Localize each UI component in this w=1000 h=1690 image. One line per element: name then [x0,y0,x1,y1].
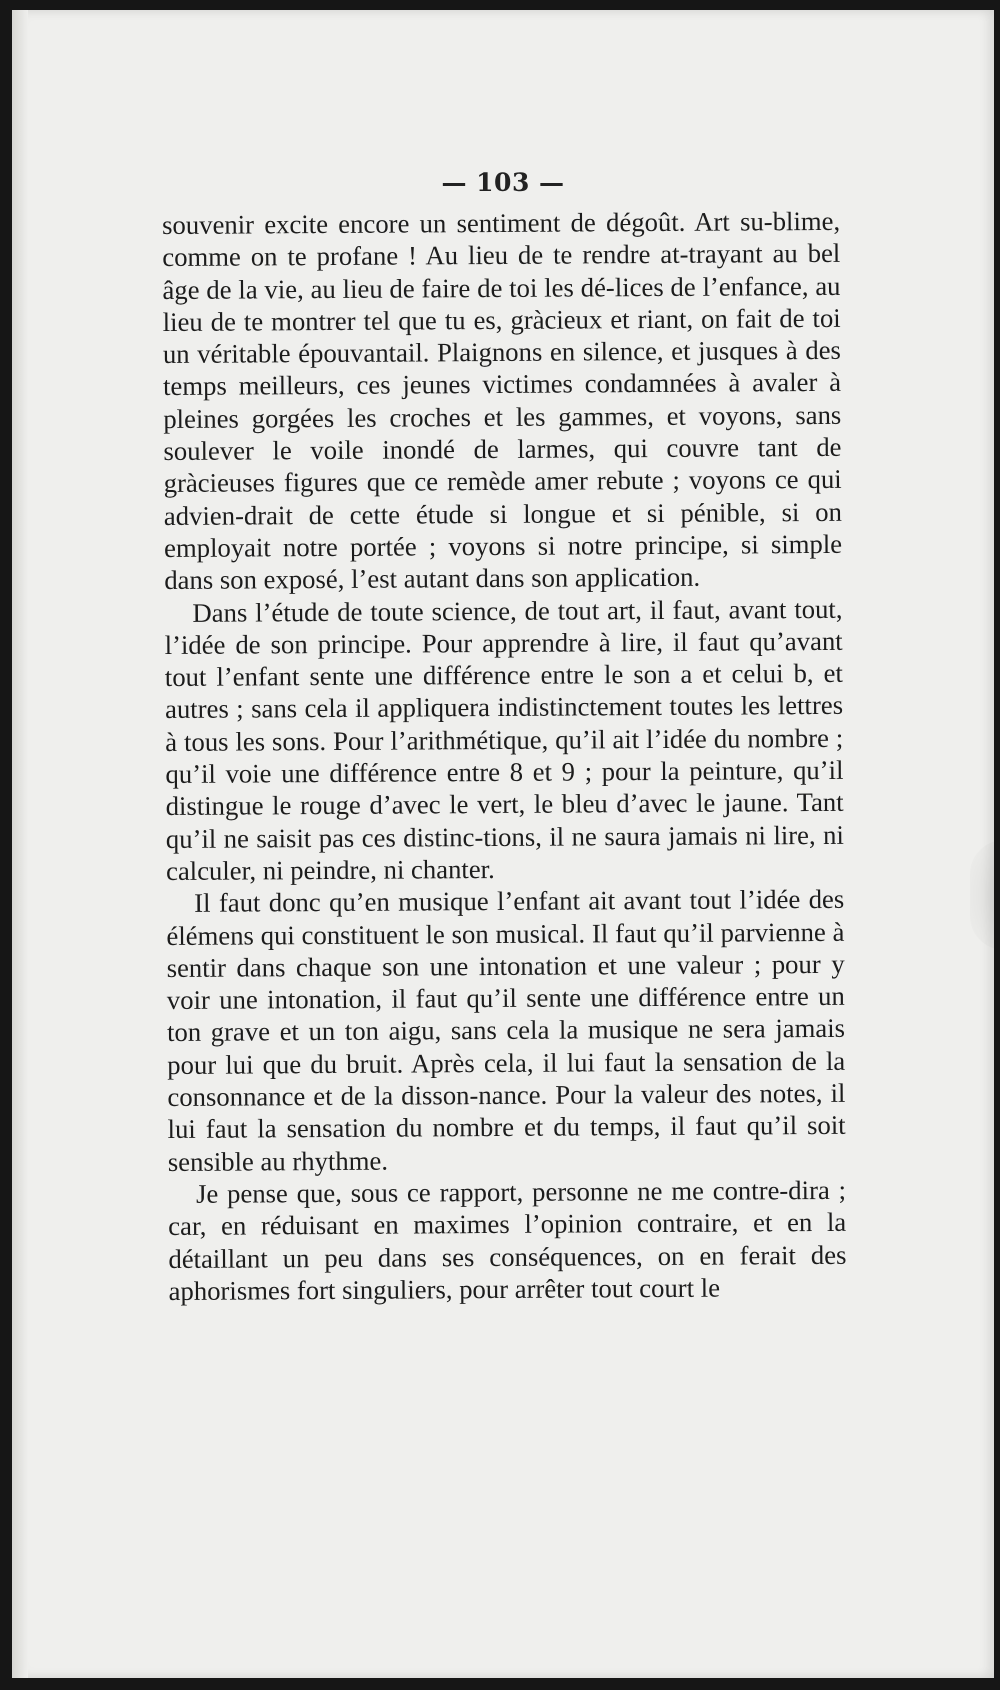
page-gutter-shadow [12,10,28,1678]
page-edge-mark [970,840,994,950]
page-number: — 103 — [441,168,565,197]
paragraph-3: Il faut donc qu’en musique l’enfant ait avant tout l’idée des élémens qui constituent le son musical. Il faut qu’il parvienne à sentir dans chaque son une intonation et une valeur ; pour y voir une intonation, il faut qu’il sente une différence entre un ton grave et un ton aigu, sans cela la musique ne sera jamais pour lui que du bruit. Après cela, il lui faut la sensation de la consonnance et de la disson-nance. Pour la valeur des notes, il lui faut la sensation du nombre et du temps, il faut qu’il soit sensible au rhythme. [166,884,846,1177]
paragraph-4: Je pense que, sous ce rapport, personne ne me contre-dira ; car, en réduisant en maximes l’opinion contraire, et en la détaillant un peu dans ses conséquences, on en ferait des aphorismes fort singuliers, pour arrêter tout court le [168,1174,847,1306]
paragraph-2: Dans l’étude de toute science, de tout art, il faut, avant tout, l’idée de son principe. Pour apprendre à lire, il faut qu’avant tout l’enfant sente une différence entre le son a et celui b, et autres ; sans cela il appliquera indistinctement toutes les lettres à tous les sons. Pour l’arithmétique, qu’il ait l’idée du nombre ; qu’il voie une différence entre 8 et 9 ; pour la peinture, qu’il distingue le rouge d’avec le vert, le bleu d’avec le jaune. Tant qu’il ne saisit pas ces distinc-tions, il ne saura jamais ni lire, ni calculer, ni peindre, ni chanter. [164,593,844,886]
book-page [12,10,994,1678]
body-text [162,205,847,1307]
paragraph-1: souvenir excite encore un sentiment de dégoût. Art su-blime, comme on te profane ! Au lieu de te rendre at-trayant au bel âge de la vie, au lieu de faire de toi les dé-lices de l’enfance, au lieu de te montrer tel que tu es, gràcieux et riant, on fait de toi un véritable épouvantail. Plaignons en silence, et jusques à des temps meilleurs, ces jeunes victimes condamnées à avaler à pleines gorgées les croches et les gammes, et voyons, sans soulever le voile inondé de larmes, qui couvre tant de gràcieuses figures que ce remède amer rebute ; voyons ce qui advien-drait de cette étude si longue et si pénible, si on employait notre portée ; voyons si notre principe, si simple dans son exposé, l’est autant dans son application. [162,205,843,596]
